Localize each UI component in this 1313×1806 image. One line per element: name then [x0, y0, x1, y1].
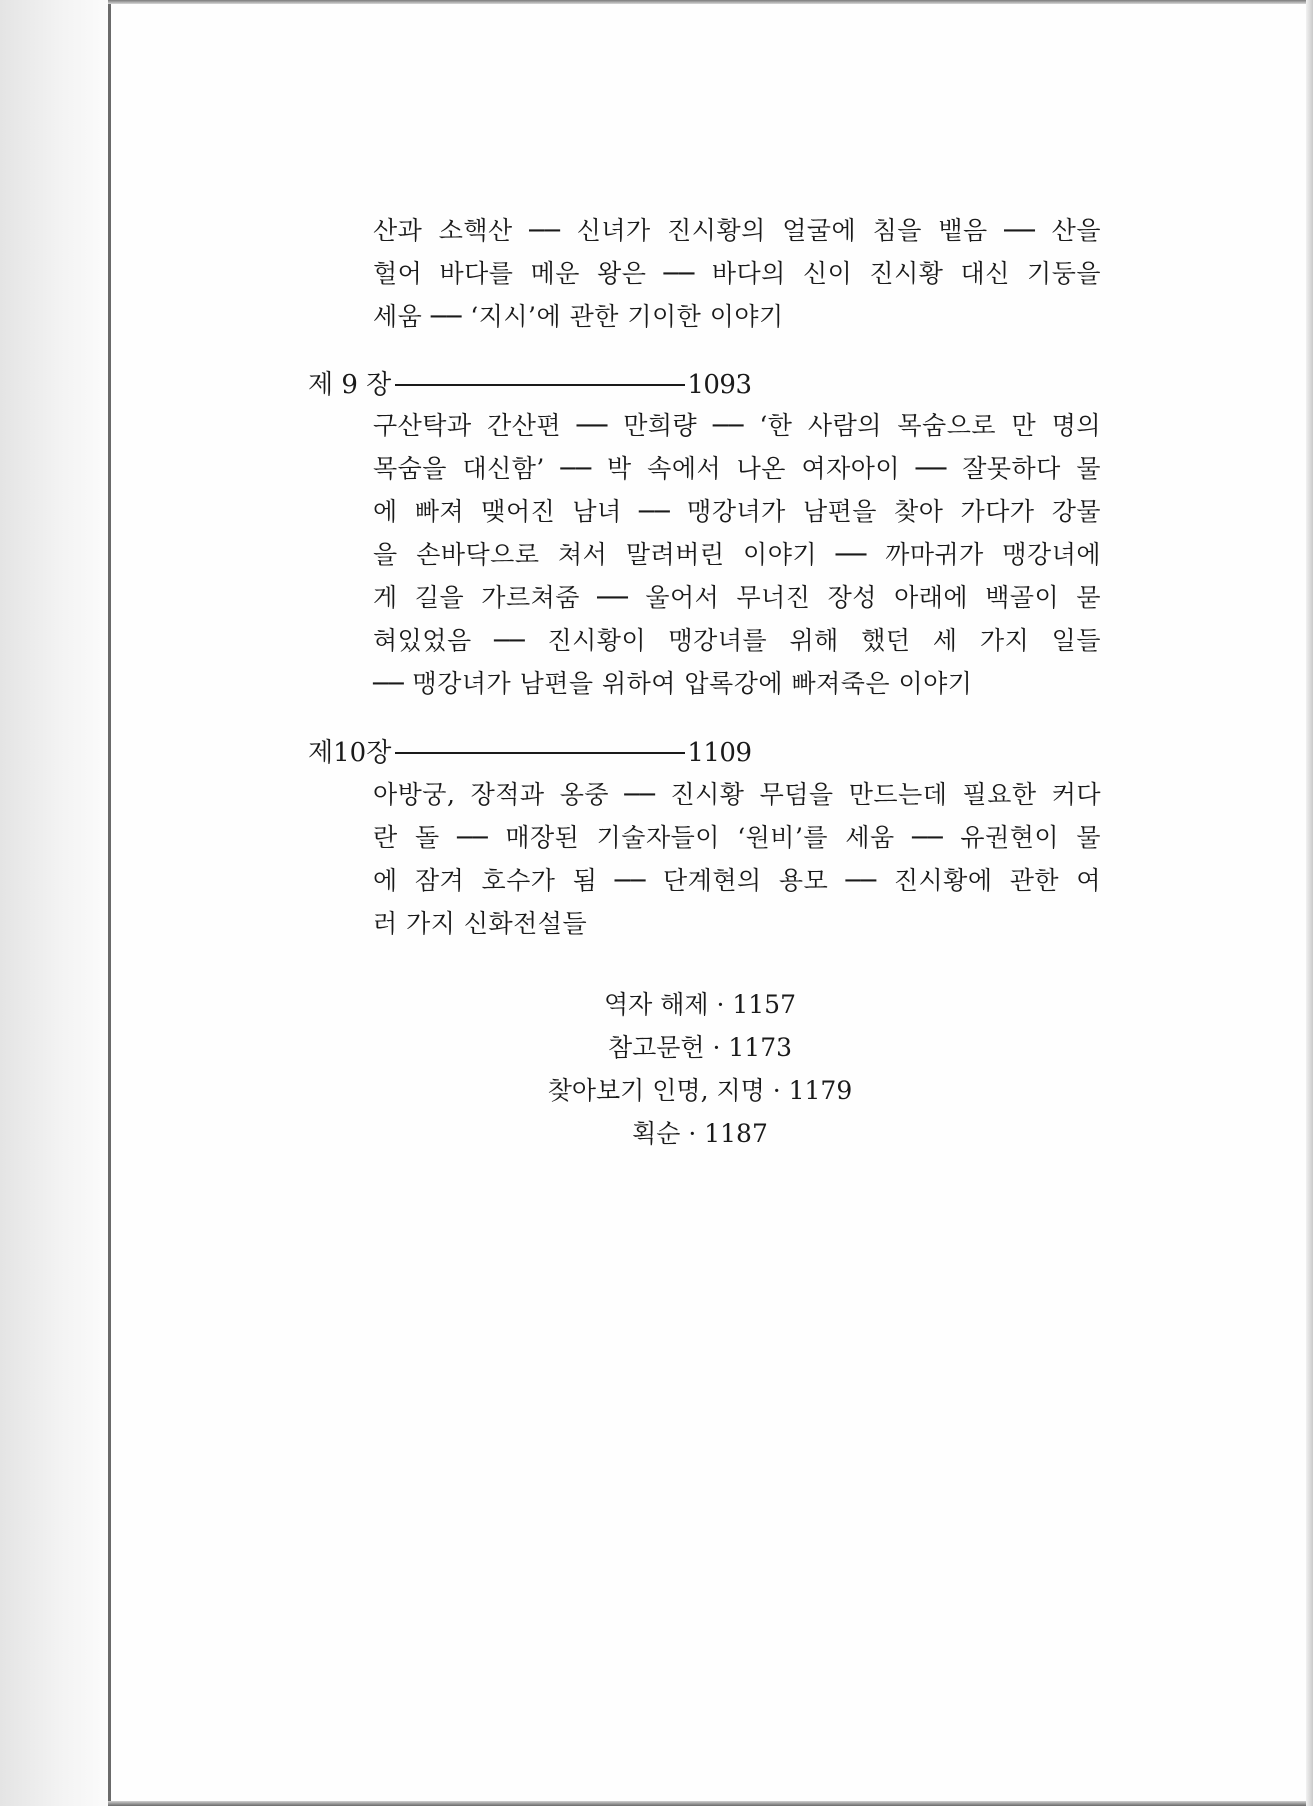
leader-rule	[395, 384, 685, 386]
toc-line: 세움 ── ‘지시’에 관한 기이한 이야기	[373, 302, 784, 331]
toc-line: 구산탁과 간산편 ── 만희량 ── ‘한 사람의 목숨으로 만 명의	[373, 411, 1101, 440]
backmatter-list	[300, 983, 1100, 1155]
chapter-heading-10	[308, 732, 752, 772]
chapter-label: 제10장	[308, 738, 392, 768]
toc-line: 을 손바닥으로 쳐서 말려버린 이야기 ── 까마귀가 맹강녀에	[373, 540, 1101, 569]
toc-line: 에 빠져 맺어진 남녀 ── 맹강녀가 남편을 찾아 가다가 강물	[373, 497, 1101, 526]
toc-line: 산과 소핵산 ── 신녀가 진시황의 얼굴에 침을 뱉음 ── 산을	[373, 216, 1101, 245]
backmatter-item-references: 참고문헌 · 1173	[607, 1033, 793, 1062]
chapter-10-contents	[373, 773, 1101, 945]
page-edge-right	[1306, 0, 1313, 1806]
chapter-label: 제 9 장	[308, 370, 392, 400]
toc-line: ── 맹강녀가 남편을 위하여 압록강에 빠져죽은 이야기	[373, 669, 973, 698]
chapter-page-number: 1093	[687, 370, 752, 400]
page-edge-left	[108, 0, 111, 1806]
toc-line: 헐어 바다를 메운 왕은 ── 바다의 신이 진시황 대신 기둥을	[373, 259, 1101, 288]
toc-line: 러 가지 신화전설들	[373, 909, 588, 938]
page-edge-top	[108, 0, 1313, 4]
chapter-page-number: 1109	[687, 738, 752, 768]
toc-line: 게 길을 가르쳐줌 ── 울어서 무너진 장성 아래에 백골이 묻	[373, 583, 1101, 612]
toc-line: 란 돌 ── 매장된 기술자들이 ‘원비’를 세움 ── 유권현이 물	[373, 823, 1101, 852]
chapter-heading-9	[308, 364, 751, 404]
page-edge-bottom	[108, 1801, 1313, 1806]
toc-line: 목숨을 대신함’ ── 박 속에서 나온 여자아이 ── 잘못하다 물	[373, 454, 1101, 483]
backmatter-item-stroke-order: 획순 · 1187	[632, 1119, 768, 1148]
backmatter-item-commentary: 역자 해제 · 1157	[603, 990, 796, 1019]
chapter-9-contents	[373, 404, 1101, 705]
continued-entry	[373, 209, 1101, 338]
page-shadow	[0, 0, 108, 1806]
backmatter-item-index: 찾아보기 인명, 지명 · 1179	[547, 1076, 853, 1105]
leader-rule	[395, 752, 685, 754]
toc-line: 에 잠겨 호수가 됨 ── 단계현의 용모 ── 진시황에 관한 여	[373, 866, 1101, 895]
toc-line: 아방궁, 장적과 옹중 ── 진시황 무덤을 만드는데 필요한 커다	[373, 780, 1101, 809]
toc-line: 혀있었음 ── 진시황이 맹강녀를 위해 했던 세 가지 일들	[373, 626, 1101, 655]
